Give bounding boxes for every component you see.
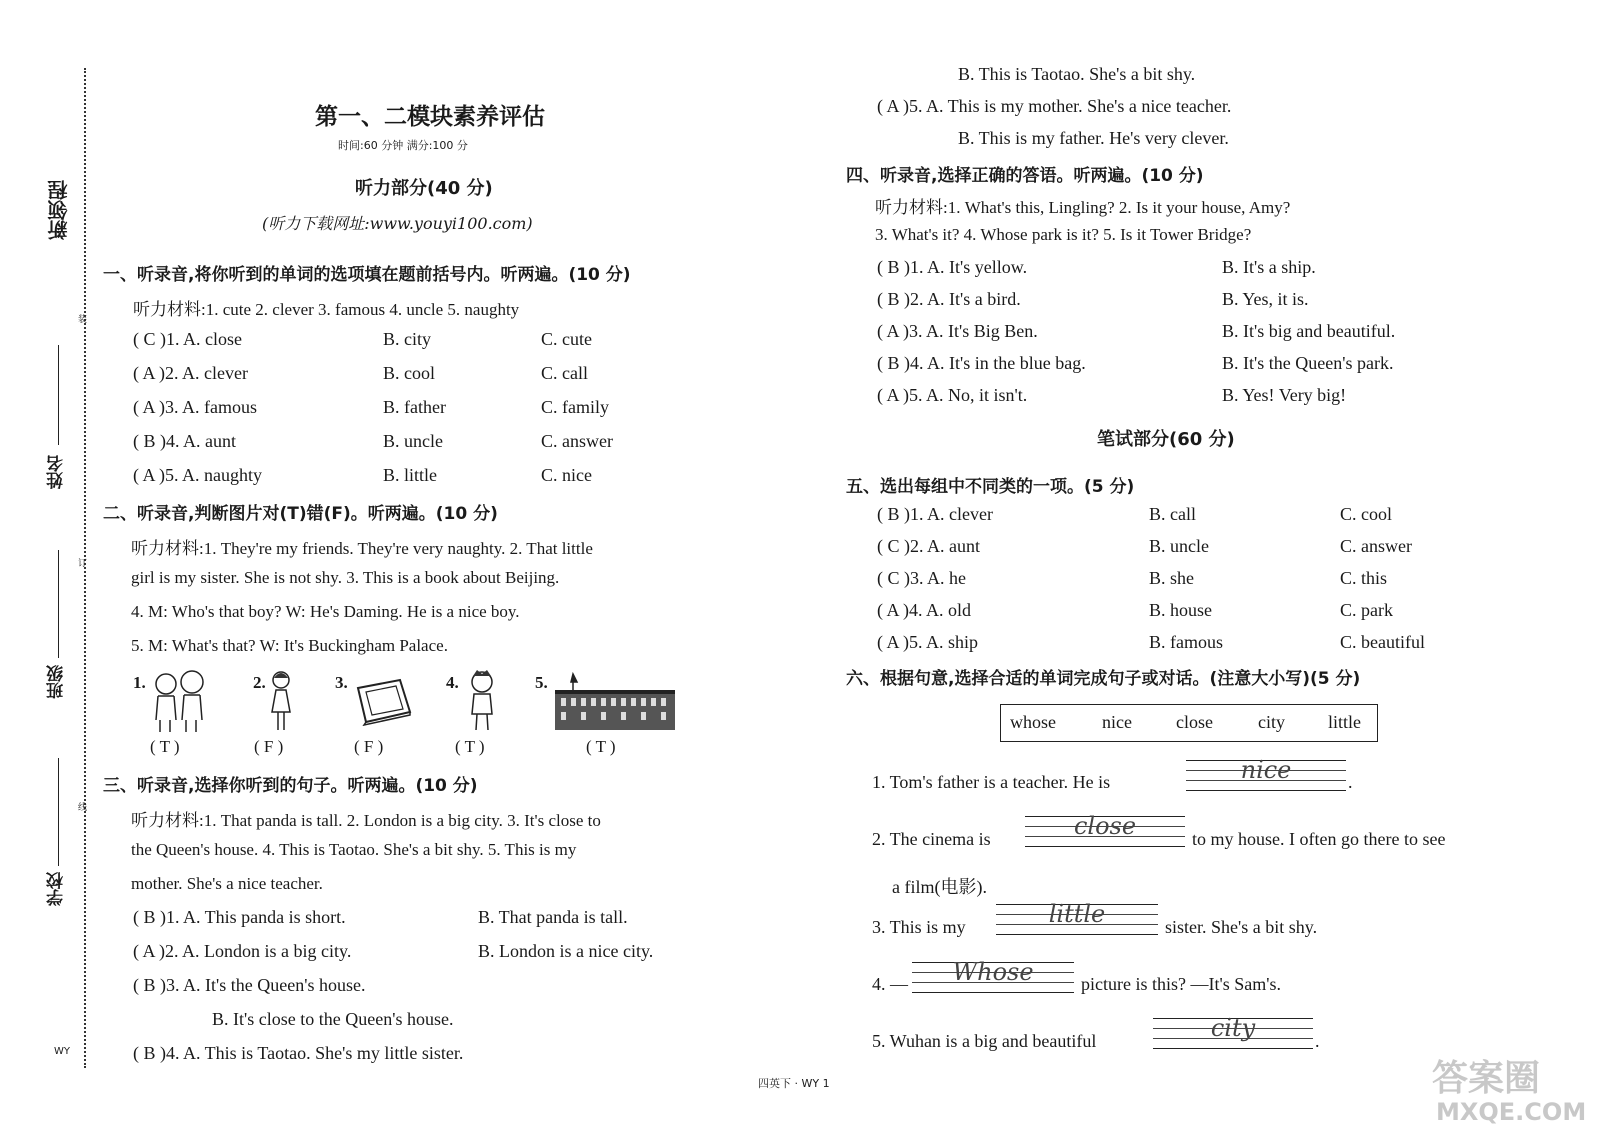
picture-answer: ( T ) [150, 737, 180, 756]
page-title: 第一、二模块素养评估 [315, 104, 545, 130]
word-bank [1000, 704, 1378, 742]
option-b: B. London is a nice city. [478, 941, 654, 961]
answer-slot[interactable] [912, 958, 1074, 992]
option-b: B. house [1149, 600, 1212, 620]
palace-picture-icon [553, 670, 677, 732]
section-2-material: girl is my sister. She is not shy. 3. This is a book about Beijing. [131, 568, 560, 587]
section-5-title: 五、选出每组中不同类的一项。(5 分) [846, 477, 1135, 497]
section-2-title: 二、听录音,判断图片对(T)错(F)。听两遍。(10 分) [103, 504, 498, 524]
option-c: C. beautiful [1340, 632, 1425, 652]
option-c: C. family [541, 397, 609, 417]
handwritten-answer: Whose [952, 958, 1034, 986]
word-bank-item: nice [1102, 712, 1132, 732]
option-b: B. It's close to the Queen's house. [212, 1009, 454, 1029]
answer-slot[interactable] [996, 900, 1158, 934]
download-url: (听力下载网址:www.youyi100.com) [262, 214, 533, 233]
option-c: C. nice [541, 465, 592, 485]
fill-question-end: to my house. I often go there to see [1192, 829, 1446, 849]
option-b: B. This is Taotao. She's a bit shy. [958, 64, 1196, 84]
section-4-material: 3. What's it? 4. Whose park is it? 5. Is it Tower Bridge? [875, 225, 1252, 244]
book-picture-icon [352, 676, 414, 726]
answer-slot[interactable] [1025, 812, 1185, 846]
option-c: C. cute [541, 329, 592, 349]
picture-number: 4. [446, 673, 459, 692]
watermark-logo: 答案圈 MXQE.COM [1432, 1058, 1587, 1126]
section-3-material: the Queen's house. 4. This is Taotao. She's a bit shy. 5. This is my [131, 840, 577, 859]
section-1-material: 听力材料:1. cute 2. clever 3. famous 4. uncle 5. naughty [133, 300, 520, 319]
option-b: B. It's the Queen's park. [1222, 353, 1394, 373]
question-row: ( A )2. A. London is a big city. [133, 941, 352, 961]
question-row: ( A )2. A. clever [133, 363, 248, 383]
question-row: ( A )3. A. It's Big Ben. [877, 321, 1038, 341]
answer-slot[interactable] [1153, 1014, 1313, 1048]
question-row: ( A )5. A. naughty [133, 465, 262, 485]
section-3-material: mother. She's a nice teacher. [131, 874, 323, 893]
option-b: B. uncle [1149, 536, 1209, 556]
section-3-material: 听力材料:1. That panda is tall. 2. London is a big city. 3. It's close to [131, 811, 601, 830]
name-label: 姓名 [47, 455, 67, 489]
question-row: ( A )5. A. This is my mother. She's a nice teacher. [877, 96, 1232, 116]
section-4-material: 听力材料:1. What's this, Lingling? 2. Is it your house, Amy? [875, 198, 1291, 217]
fill-question: 4. — [872, 974, 908, 994]
written-part-heading: 笔试部分(60 分) [1097, 429, 1235, 450]
bottom-mark: WY [54, 1046, 70, 1057]
question-row: ( B )3. A. It's the Queen's house. [133, 975, 366, 995]
handwritten-answer: close [1073, 812, 1137, 840]
picture-answer: ( F ) [354, 737, 384, 756]
question-row: ( B )2. A. It's a bird. [877, 289, 1021, 309]
option-b: B. famous [1149, 632, 1223, 652]
handwritten-answer: little [1048, 900, 1106, 928]
fill-question-cont: a film(电影). [892, 877, 987, 897]
question-row: ( A )4. A. old [877, 600, 972, 620]
handwritten-answer: city [1210, 1014, 1256, 1042]
girl-picture-icon [266, 668, 296, 734]
school-field[interactable] [58, 758, 59, 866]
fill-question: 3. This is my [872, 917, 966, 937]
fill-question-end: . [1315, 1031, 1320, 1051]
question-row: ( B )4. A. It's in the blue bag. [877, 353, 1086, 373]
option-c: C. this [1340, 568, 1388, 588]
fill-question: 1. Tom's father is a teacher. He is [872, 772, 1111, 792]
boy-picture-icon [462, 668, 502, 734]
section-4-title: 四、听录音,选择正确的答语。听两遍。(10 分) [846, 166, 1204, 186]
question-row: ( B )1. A. clever [877, 504, 993, 524]
option-c: C. call [541, 363, 588, 383]
question-row: ( B )1. A. It's yellow. [877, 257, 1028, 277]
option-c: C. answer [541, 431, 613, 451]
option-c: C. answer [1340, 536, 1412, 556]
option-b: B. Yes! Very big! [1222, 385, 1347, 405]
fill-question: 5. Wuhan is a big and beautiful [872, 1031, 1097, 1051]
option-b: B. That panda is tall. [478, 907, 628, 927]
question-row: ( C )3. A. he [877, 568, 966, 588]
option-b: B. Yes, it is. [1222, 289, 1309, 309]
brand-logo: 新领程 [47, 180, 71, 240]
cut-mark-1: 装 [78, 315, 88, 325]
word-bank-item: whose [1010, 712, 1056, 732]
option-b: B. little [383, 465, 437, 485]
name-field[interactable] [58, 345, 59, 445]
school-label: 学校 [47, 872, 67, 906]
picture-number: 2. [253, 673, 266, 692]
question-row: ( B )4. A. This is Taotao. She's my little sister. [133, 1043, 464, 1063]
question-row: ( B )1. A. This panda is short. [133, 907, 346, 927]
option-b: B. city [383, 329, 431, 349]
section-6-title: 六、根据句意,选择合适的单词完成句子或对话。(注意大小写)(5 分) [846, 669, 1361, 689]
page-footer: 四英下 · WY 1 [758, 1077, 830, 1090]
fill-question-end: picture is this? —It's Sam's. [1081, 974, 1281, 994]
cut-mark-3: 线 [78, 803, 88, 813]
fill-question-end: sister. She's a bit shy. [1165, 917, 1318, 937]
section-2-material: 4. M: Who's that boy? W: He's Daming. He is a nice boy. [131, 602, 520, 621]
question-row: ( B )4. A. aunt [133, 431, 236, 451]
option-b: B. It's a ship. [1222, 257, 1316, 277]
option-b: B. call [1149, 504, 1196, 524]
question-row: ( C )1. A. close [133, 329, 242, 349]
section-3-title: 三、听录音,选择你听到的句子。听两遍。(10 分) [103, 776, 478, 796]
question-row: ( A )3. A. famous [133, 397, 257, 417]
option-b: B. she [1149, 568, 1194, 588]
listening-part-heading: 听力部分(40 分) [355, 178, 493, 199]
fill-question: 2. The cinema is [872, 829, 991, 849]
section-2-material: 听力材料:1. They're my friends. They're very naughty. 2. That little [131, 539, 593, 558]
section-1-title: 一、听录音,将你听到的单词的选项填在题前括号内。听两遍。(10 分) [103, 265, 631, 285]
fill-question-end: . [1348, 772, 1353, 792]
option-b: B. cool [383, 363, 435, 383]
class-field[interactable] [58, 550, 59, 658]
two-kids-picture-icon [148, 668, 210, 734]
picture-number: 5. [535, 673, 548, 692]
picture-answer: ( F ) [254, 737, 284, 756]
cut-mark-2: 订 [78, 559, 88, 569]
picture-number: 1. [133, 673, 146, 692]
word-bank-item: city [1258, 712, 1285, 732]
option-b: B. This is my father. He's very clever. [958, 128, 1229, 148]
word-bank-item: close [1176, 712, 1213, 732]
picture-answer: ( T ) [586, 737, 616, 756]
exam-meta: 时间:60 分钟 满分:100 分 [338, 139, 468, 152]
option-c: C. cool [1340, 504, 1392, 524]
question-row: ( C )2. A. aunt [877, 536, 980, 556]
class-label: 班级 [47, 665, 67, 699]
option-b: B. father [383, 397, 446, 417]
option-b: B. It's big and beautiful. [1222, 321, 1396, 341]
picture-number: 3. [335, 673, 348, 692]
question-row: ( A )5. A. No, it isn't. [877, 385, 1028, 405]
picture-answer: ( T ) [455, 737, 485, 756]
option-c: C. park [1340, 600, 1393, 620]
word-bank-item: little [1328, 712, 1361, 732]
option-b: B. uncle [383, 431, 443, 451]
answer-slot[interactable] [1186, 756, 1346, 790]
section-2-material: 5. M: What's that? W: It's Buckingham Palace. [131, 636, 448, 655]
handwritten-answer: nice [1240, 756, 1292, 784]
question-row: ( A )5. A. ship [877, 632, 979, 652]
